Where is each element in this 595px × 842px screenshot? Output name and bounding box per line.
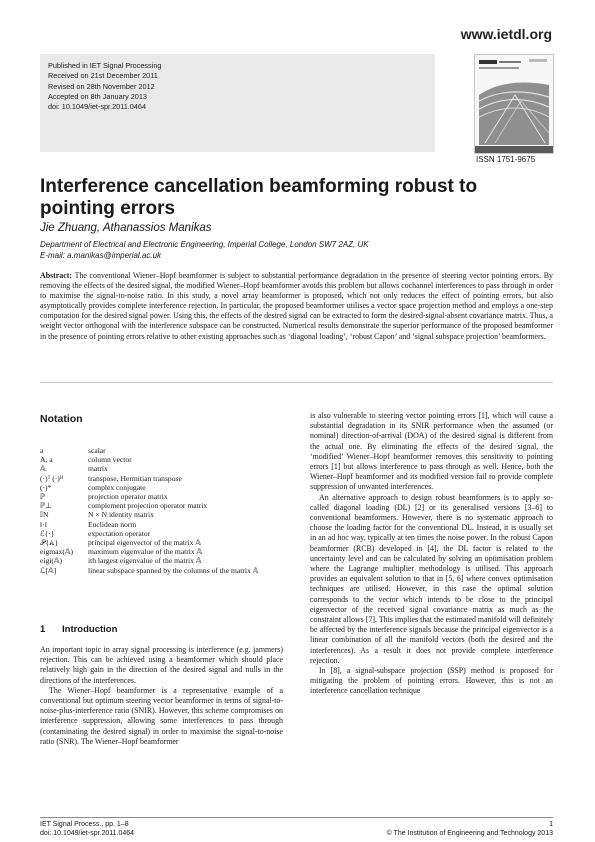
notation-symbol: ‖·‖ [40,519,47,529]
article-title: Interference cancellation beamforming robust to pointing errors [40,176,478,219]
notation-description: principal eigenvector of the matrix 𝔸 [88,538,201,548]
journal-cover-image [474,54,554,154]
notation-row [40,455,280,464]
notation-description: Euclidean norm [88,519,137,529]
notation-row [40,501,280,510]
notation-description: projection operator matrix [88,492,168,502]
right-column-text [310,411,553,697]
journal-cover-illustration [475,55,553,153]
notation-row [40,566,280,575]
notation-symbol: (·)* [40,482,52,492]
doi-line: doi: 10.1049/iet-spr.2011.0464 [48,102,147,112]
affiliation: Department of Electrical and Electronic Engineering, Imperial College, London SW7 2AZ, UK [40,240,369,249]
published-in-line: Published in IET Signal Processing [48,61,162,70]
notation-symbol: ℰ{·} [40,528,55,538]
footer-left [40,820,134,838]
notation-description: maximum eigenvalue of the matrix 𝔸 [88,547,203,557]
site-url[interactable]: www.ietdl.org [460,26,552,42]
section-heading-introduction [40,624,117,635]
notation-row [40,492,280,501]
paragraph: The Wiener–Hopf beamformer is a representative example of a conventional but optimum steering vector beamformer in terms of signal-to-noise-plus-interference ratio (SNIR). However, this scheme compromises on interference suppression, allowing some interferences to pass through (contaminating the desired signal) in order to maximise the signal-to-noise ratio (SNR). The Wiener–Hopf beamformer [40,685,283,746]
abstract [40,271,553,342]
abstract-text: The conventional Wiener–Hopf beamformer is subject to substantial performance degradation in the presence of steering vector pointing errors. By removing the effects of the desired signal, the modified Wiener–Hopf beamformer avoids this problem but allows cochannel interferences to pass through in order to maximise the signal-to-noise ratio. In this study, a novel array beamformer is proposed, which not only reduces the effect of pointing errors, but also asymptotically provides complete interference rejection. In particular, the proposed beamformer utilises a vector space projection method and employs a one-step computation for the desired signal power. Using this, the effects of the desired signal can be extracted to form the desired-signal-absent covariance matrix. Thus, a weight vector orthogonal with the interference subspace can be constructed. Numerical results demonstrate the superior performance of the proposed beamformer in the presence of pointing errors relative to other existing approaches such as ‘diagonal loading’, ‘robust Capon’ and ‘signal subspace projection’ beamformers. [40,271,553,341]
footer-doi: doi: 10.1049/iet-spr.2011.0464 [40,830,135,837]
notation-symbol: 𝔸 [40,464,46,474]
notation-row [40,547,280,556]
notation-row [40,464,280,473]
notation-row [40,474,280,483]
notation-symbol: a [40,446,44,455]
paragraph: An important topic in array signal processing is interference (e.g. jammers) rejection. This can be achieved using a beamformer which should place relatively high gain in the direction of the desired signal and nulls in the directions of the interferences. [40,645,283,685]
paragraph: is also vulnerable to steering vector pointing errors [1], which will cause a substantial degradation in its SNIR performance when the assumed (or nominal) direction-of-arrival (DOA) of the desired signal is different from the actual one. By eliminating the effects of the desired signal, the ‘modified’ Wiener–Hopf beamformer removes this sensitivity to pointing errors [1] but allows interference to pass through as well. Hence, both the Wiener–Hopf beamformer and its modified version fail to provide complete suppression of unwanted interferences. [310,411,553,492]
notation-symbol: ℙ [40,492,46,502]
authors: Jie Zhuang, Athanassios Manikas [40,222,212,234]
notation-description: scalar [88,446,106,455]
notation-symbol: (·)ᵀ (·)ᴴ [40,473,64,483]
author-email[interactable]: E-mail: a.manikas@imperial.ac.uk [40,250,162,260]
notation-row [40,483,280,492]
notation-row [40,446,280,455]
publication-info [48,61,161,112]
footer-right [387,820,553,838]
footer-journal: IET Signal Process., pp. 1–8 [40,821,129,828]
notation-symbol: 𝒫{𝔸} [40,538,59,548]
notation-description: complement projection operator matrix [88,501,208,511]
revised-date-line: Revised on 28th November 2012 [48,81,155,91]
notation-description: column vector [88,455,132,465]
section-title: Introduction [62,624,118,635]
paragraph: An alternative approach to design robust beamformers is to apply so-called diagonal loading (DL) [2] or its generalised versions [3–6] to conventional beamformers. However, there is no systematic approach to choose the loading factor for the conventional DL. Instead, it is usually set in an ad hoc way, typically at ten times the noise power. In the robust Capon beamformer (RCB) developed in [4], the DL factor is related to the uncertainty level and can be calculated by solving an optimisation problem where the Lagrange multiplier methodology is utilised. This approach provides an equivalent solution to that in [5, 6] where convex optimisation techniques are utilised. However, in this case the optimal solution corresponds to the vector which intends to be close to the principal eigenvector of the received signal covariance matrix as much as the constraint allows [7]. This implies that the estimated manifold will definitely be affected by the interference signals because the principal eigenvector is a linear combination of all the manifold vectors (both the desired and the interferences). As a result it does not provide complete interference rejection. [310,492,553,665]
notation-description: complex conjugate [88,482,146,492]
notation-row [40,556,280,565]
notation-row [40,510,280,519]
issn: ISSN 1751-9675 [476,155,536,164]
section-number: 1 [40,624,46,635]
notation-description: matrix [88,464,108,474]
notation-row [40,529,280,538]
notation-description: transpose, Hermitian transpose [88,473,182,483]
notation-list [40,446,280,575]
notation-description: N × N identity matrix [88,510,154,520]
notation-symbol: 𝕀N [40,510,49,520]
notation-row [40,520,280,529]
received-date-line: Received on 21st December 2011 [48,71,158,81]
copyright: © The Institution of Engineering and Technology 2013 [386,830,553,837]
abstract-label: Abstract: [40,271,72,280]
affiliation-block [40,240,369,261]
notation-row [40,538,280,547]
notation-description: expectation operator [88,528,151,538]
paragraph: In [8], a signal-subspace projection (SSP) method is proposed for mitigating the problem of pointing errors. However, this is not an interference cancellation technique [310,666,553,696]
notation-symbol: A, a [40,455,53,465]
notation-symbol: ℙ⊥ [40,501,52,511]
notation-description: ith largest eigenvalue of the matrix 𝔸 [88,556,202,566]
footer-divider [40,817,553,818]
left-column-text [40,645,283,747]
notation-heading: Notation [40,413,83,425]
notation-symbol: eigi(𝔸) [40,556,63,566]
abstract-divider [40,382,553,383]
notation-symbol: ℒ[𝔸] [40,565,57,575]
accepted-date-line: Accepted on 8th January 2013 [48,91,147,101]
notation-description: linear subspace spanned by the columns of the matrix 𝔸 [88,565,259,575]
notation-symbol: eigmax(𝔸) [40,547,74,557]
page-number: 1 [549,821,553,828]
